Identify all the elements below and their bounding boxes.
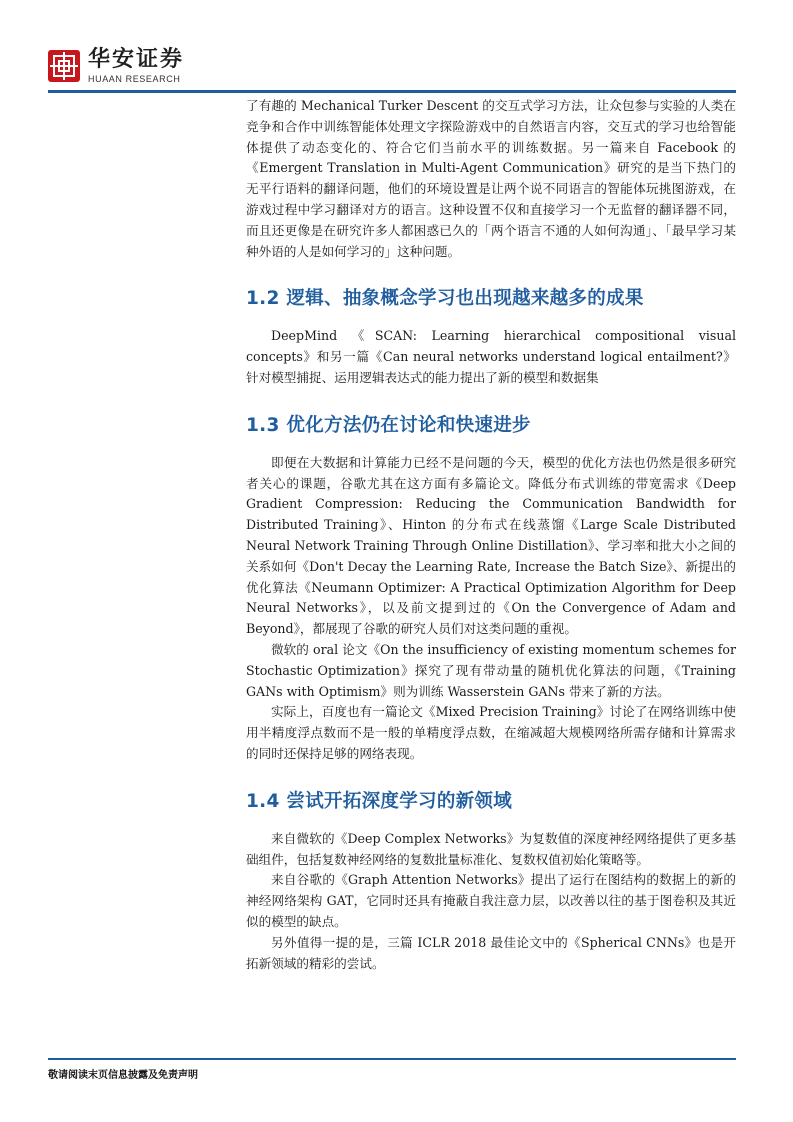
body-paragraph: 了有趣的 Mechanical Turker Descent 的交互式学习方法，让众包参与实验的人类在竞争和合作中训练智能体处理文字探险游戏中的自然语言内容，交互式的学习也给智能体提供了动态变化的、符合它们当前水平的训练数据。另一篇来自 Facebook 的《Emergent Translation in Multi-Agent Communication》研究的是当下热门的无平行语料的翻译问题，他们的环境设置是让两个说不同语言的智能体玩挑图游戏，在游戏过程中学习翻译对方的语言。这种设置不仅和直接学习一个无监督的翻译器不同，而且还更像是在研究许多人都困惑已久的「两个语言不通的人如何沟通」、「最早学习某种外语的人是如何学习的」这种问题。: [246, 98, 736, 259]
body-paragraph: DeepMind 《SCAN: Learning hierarchical compositional visual concepts》和另一篇《Can neural networks understand logical entailment?》针对模型捕捉、运用逻辑表达式的能力提出了新的模型和数据集: [246, 328, 741, 385]
body-paragraph: 即便在大数据和计算能力已经不是问题的今天，模型的优化方法也仍然是很多研究者关心的课题，谷歌尤其在这方面有多篇论文。降低分布式训练的带宽需求《Deep Gradient Compression: Reducing the Communication Bandwidth for Distributed Training》、Hinton 的分布式在线蒸馏《Large Scale Distributed Neural Network Training Through Online Distillation》、学习率和批大小之间的关系如何《Don't Decay the Learning Rate, Increase the Batch Size》、新提出的优化算法《Neumann Optimizer: A Practical Optimization Algorithm for Deep Neural Networks》，以及前文提到过的《On the Convergence of Adam and Beyond》，都展现了谷歌的研究人员们对这类问题的重视。: [246, 454, 741, 637]
report-body: [246, 96, 741, 974]
section-heading: 1.2 逻辑、抽象概念学习也出现越来越多的成果: [246, 288, 644, 310]
brand-name-en: HUAAN RESEARCH: [88, 74, 181, 84]
header-divider: [48, 90, 736, 93]
footer-divider: [48, 1058, 736, 1060]
huaan-logo-icon: [48, 50, 80, 82]
footer-disclaimer: 敬请阅读末页信息披露及免责声明: [48, 1070, 198, 1081]
brand-name-cn: 华安证券: [88, 46, 185, 72]
body-paragraph: 微软的 oral 论文《On the insufficiency of existing momentum schemes for Stochastic Optimization》探究了现有带动量的随机优化算法的问题，《Training GANs with Optimism》则为训练 Wasserstein GANs 带来了新的方法。: [246, 641, 741, 699]
body-paragraph: 实际上，百度也有一篇论文《Mixed Precision Training》讨论了在网络训练中使用半精度浮点数而不是一般的单精度浮点数，在缩减超大规模网络所需存储和计算需求的同时还保持足够的网络表现。: [246, 704, 736, 761]
body-paragraph: 来自微软的《Deep Complex Networks》为复数值的深度神经网络提供了更多基础组件，包括复数神经网络的复数批量标准化、复数权值初始化策略等。: [246, 830, 736, 867]
section-heading: 1.3 优化方法仍在讨论和快速进步: [246, 414, 531, 436]
body-paragraph: 来自谷歌的《Graph Attention Networks》提出了运行在图结构的数据上的新的神经网络架构 GAT，它同时还具有掩蔽自我注意力层，以改善以往的基于图卷积及其近似的模型的缺点。: [246, 872, 736, 929]
section-heading: 1.4 尝试开拓深度学习的新领域: [246, 790, 513, 812]
body-paragraph: 另外值得一提的是，三篇 ICLR 2018 最佳论文中的《Spherical CNNs》也是开拓新领域的精彩的尝试。: [246, 934, 736, 971]
